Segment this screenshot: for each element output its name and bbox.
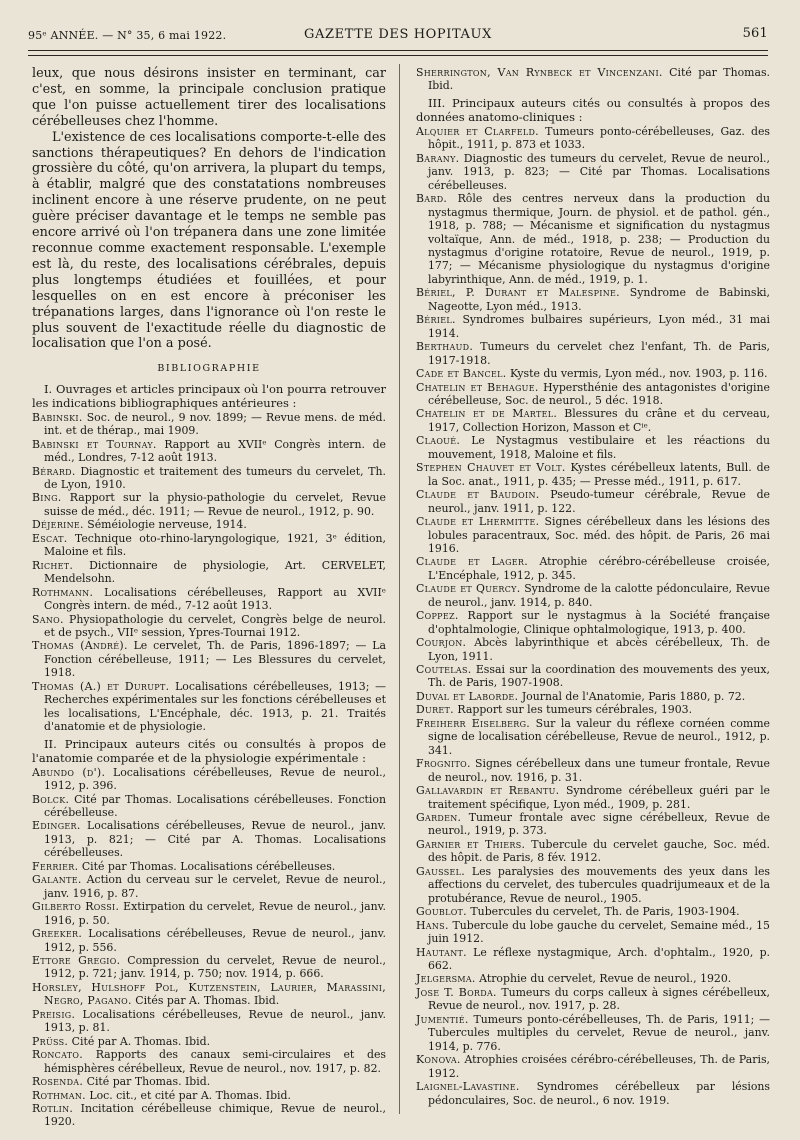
entry-text: Les paralysies des mouvements des yeux dans les affections du cervelet, des tubercules quadrijumeaux et de la protubérance, Revue de neurol., 1905. [428,864,771,905]
entry-text: Localisations cérébelleuses, Revue de neurol., janv. 1913, p. 81. [44,1007,386,1035]
bibliography-entry [416,488,770,515]
entry-text: Loc. cit., et cité par A. Thomas. Ibid. [89,1088,291,1102]
entry-text: Sur la valeur du réflexe cornéen comme signe de localisation cérébelleuse, Revue de neurol., 1912, p. 341. [428,716,770,757]
entry-text: Séméiologie nerveuse, 1914. [87,518,247,532]
entry-author: Claude et Quercy. [416,582,521,596]
bibliography-entry [416,340,770,367]
bibliography-entry [416,703,770,716]
entry-author: Konova. [416,1053,461,1067]
entry-author: Galante. [32,873,82,887]
header-rule-top [28,50,768,51]
bibliography-entry [32,1075,386,1088]
bibliography-entry [416,1080,770,1107]
entry-author: Preisig. [32,1007,76,1021]
right-top-entries [416,66,770,93]
entry-text: Extirpation du cervelet, Revue de neurol., janv. 1916, p. 50. [44,900,386,927]
bibliography-section-heading: III. Principaux auteurs cités ou consultés à propos des données anatomo-cliniques : [416,95,770,124]
bibliography-entry [416,66,770,93]
bibliography-entry [416,582,770,609]
page-header [28,22,768,48]
entry-author: Gaussel. [416,864,466,878]
bibliography-entry [32,900,386,927]
bibliography-title: BIBLIOGRAPHIE [157,363,261,375]
entry-author: Hans. [416,918,449,932]
left-bibliography [32,382,386,1129]
entry-author: Sherrington, Van Rynbeck et Vincenzani. [416,66,663,79]
bibliography-entry [32,1048,386,1075]
bibliography-entry [416,946,770,973]
entry-author: Garden. [416,811,462,825]
entry-text: Technique oto-rhino-laryngologique, 1921, 3ᵉ édition, Maloine et fils. [44,531,386,559]
entry-author: Claude et Baudoin. [416,488,540,502]
entry-text: Incitation cérébelleuse chimique, Revue de neurol., 1920. [44,1101,386,1129]
bibliography-entry [416,663,770,690]
entry-author: Richet. [32,558,74,572]
entry-author: Frognito. [416,757,471,771]
entry-author: Duval et Laborde. [416,689,519,703]
bibliography-entry [32,613,386,640]
bibliography-entry [416,381,770,408]
entry-text: Syndrome de Babinski, Nageotte, Lyon méd., 1913. [428,286,771,313]
entry-text: Tubercules du cervelet, Th. de Paris, 1903-1904. [470,905,740,919]
bibliography-entry [32,532,386,559]
entry-author: Berthaud. [416,340,474,354]
issue-info: 95ᵉ ANNÉE. — N° 35, 6 mai 1922. [28,29,227,42]
entry-author: Coppez. [416,609,459,623]
entry-author: Thomas (A.) et Durupt. [32,679,170,693]
entry-text: Compression du cervelet, Revue de neurol., 1912, p. 721; janv. 1914, p. 750; nov. 1914, p. 666. [44,953,386,981]
bibliography-entry [416,811,770,838]
bibliography-entry [416,609,770,636]
entry-author: Bérard. [32,464,76,478]
page-number: 561 [742,26,768,41]
bibliography-entry [416,757,770,784]
entry-author: Roncato. [32,1048,83,1062]
bibliography-section-heading: I. Ouvrages et articles principaux où l'on pourra retrouver les indications bibliographiques antérieures : [32,381,386,410]
bibliography-entry [32,586,386,613]
bibliography-entry [32,438,386,465]
entry-text: Atrophie cérébro-cérébelleuse croisée, L'Encéphale, 1912, p. 345. [428,555,770,582]
entry-author: Sano. [32,612,64,626]
entry-text: Signes cérébelleux dans les lésions des lobules paracentraux, Soc. méd. des hôpit. de Paris, 26 mai 1916. [428,515,770,555]
entry-author: Gilberto Rossi. [32,900,120,914]
entry-author: Ettore Gregio. [32,953,121,967]
bibliography-entry [32,680,386,734]
entry-author: Stephen Chauvet et Volt. [416,461,566,475]
entry-text: Rapports des canaux semi-circulaires et des hémisphères cérébelleux, Revue de neurol., nov. 1917, p. 82. [44,1048,386,1075]
entry-text: Blessures du crâne et du cerveau, 1917, Collection Horizon, Masson et Cⁱᵉ. [428,407,771,434]
entry-text: Rapport sur le nystagmus à la Société française d'ophtalmologie, Clinique ophtalmologique, 1913, p. 400. [428,609,770,636]
entry-author: Bériel. [416,313,456,327]
bibliography-entry [416,1053,770,1080]
entry-text: Pseudo-tumeur cérébrale, Revue de neurol., janv. 1911, p. 122. [428,488,770,515]
entry-author: Prüss. [32,1034,69,1048]
journal-title: GAZETTE DES HOPITAUX [304,27,492,42]
entry-author: Horsley, Hulshoff Pol, Kutzenstein, Laurier, Marassini, Negro, Pagano. [32,980,386,1008]
bibliography-entry [32,1008,386,1035]
entry-author: Jose T. Borda. [416,985,497,999]
bibliography-entry [32,491,386,518]
bibliography-entry [32,927,386,954]
bibliography-entry [32,766,386,793]
entry-text: Journal de l'Anatomie, Paris 1880, p. 72. [521,689,746,703]
entry-author: Cade et Bancel. [416,367,507,381]
entry-author: Jelgersma. [416,972,476,986]
bibliography-entry [416,434,770,461]
entry-text: Tumeurs du corps calleux à signes cérébelleux, Revue de neurol., nov. 1917, p. 28. [428,985,770,1013]
entry-author: Hautant. [416,945,467,959]
entry-text: Cité par A. Thomas. Ibid. [71,1034,211,1048]
entry-author: Coutelas. [416,663,472,677]
left-column [32,66,387,1129]
entry-author: Rothman. [32,1088,86,1102]
entry-author: Déjerine. [32,518,84,532]
entry-text: Cité par Thomas. Ibid. [428,66,771,93]
entry-text: Rapport au XVIIᵉ Congrès intern. de méd., Londres, 7-12 août 1913. [44,437,386,465]
bibliography-entry [416,515,770,555]
entry-text: Rapport sur les tumeurs cérébrales, 1903. [457,703,693,717]
entry-text: Localisations cérébelleuses, Rapport au XVIIᵉ Congrès intern. de méd., 7-12 août 1913. [44,585,387,613]
intro-paragraph-2: L'existence de ces localisations comporte-t-elle des sanctions thérapeutiques? En dehors de l'indication grossière du côté, qu'on arrivera, la plupart du temps, à établir, malgré que des constatations nombreuses inclinent encore à une réserve prudente, on ne peut guère préciser davantage et le temps ne semble pas encore arrivé où l'on trépanera dans une zone limitée reconnue comme exactement responsable. L'exemple est là, du reste, des localisations cérébrales, depuis plus longtemps étudiées et fouillées, et pour lesquelles on en est encore à préconiser les trépanations larges, dans l'ignorance où l'on reste le plus souvent de l'exactitude réelle du diagnostic de localisation que l'on a posé. [32,129,386,352]
entry-text: Tubercule du lobe gauche du cervelet, Semaine méd., 15 juin 1912. [428,918,770,946]
entry-author: Rotlin. [32,1101,74,1115]
entry-author: Freiherr Eiselberg. [416,716,531,730]
entry-text: Cité par Thomas. Ibid. [86,1075,211,1089]
entry-text: Le cervelet, Th. de Paris, 1896-1897; — La Fonction cérébelleuse, 1911; — Les Blessures du cervelet, 1918. [44,639,386,680]
entry-author: Claoué. [416,434,461,448]
bibliography-entry [416,717,770,757]
bibliography-entry [32,981,386,1008]
entry-author: Laignel-Lavastine. [416,1080,520,1094]
entry-text: Localisations cérébelleuses, 1913; — Recherches expérimentales sur les fonctions cérébelleuses et les localisations, L'Encéphale, déc. 1913, p. 21. Traités d'anatomie et de physiologie. [44,679,386,734]
bibliography-entry [416,125,770,152]
header-rule-bottom [28,55,768,56]
bibliography-entry [416,367,770,380]
entry-text: Rôle des centres nerveux dans la production du nystagmus thermique, Journ. de physiol. et de pathol. gén., 1918, p. 788; — Mécanisme et signification du nystagmus voltaïque, Ann. de méd., 1918, p. 238; — Production du nystagmus d'origine rotatoire, Revue de neurol., 1919, p. 177; — Mécanisme physiologique du nystagmus d'origine labyrinthique, Ann. de méd., 1919, p. 1. [428,192,770,286]
entry-text: Diagnostic des tumeurs du cervelet, Revue de neurol., janv. 1913, p. 823; — Cité par Thomas. Localisations cérébelleuses. [428,151,770,192]
bibliography-entry [32,639,386,679]
entry-text: Tumeurs ponto-cérébelleuses, Gaz. des hôpit., 1911, p. 873 et 1033. [428,124,770,152]
entry-text: Action du cerveau sur le cervelet, Revue de neurol., janv. 1916, p. 87. [44,873,386,900]
bibliography-entry [416,972,770,985]
bibliography-entry [416,784,770,811]
entry-text: Kystes cérébelleux latents, Bull. de la Soc. anat., 1911, p. 435; — Presse méd., 1911, p. 617. [428,461,770,488]
entry-author: Jumentié. [416,1012,469,1026]
entry-text: Syndrome cérébelleux guéri par le traitement spécifique, Lyon méd., 1909, p. 281. [428,784,770,811]
bibliography-entry [32,819,386,859]
entry-text: Syndrome de la calotte pédonculaire, Revue de neurol., janv. 1914, p. 840. [428,582,770,609]
bibliography-entry [32,873,386,900]
bibliography-entry [416,313,770,340]
entry-text: Hypersthénie des antagonistes d'origine cérébelleuse, Soc. de neurol., 5 déc. 1918. [428,380,770,407]
bibliography-entry [32,793,386,820]
entry-text: Dictionnaire de physiologie, Art. CERVELET, Mendelsohn. [44,558,386,586]
bibliography-entry [32,954,386,981]
entry-author: Bing. [32,491,62,505]
entry-text: Cités par A. Thomas. Ibid. [135,994,280,1008]
entry-author: Rothmann. [32,585,94,599]
right-bibliography [416,96,770,1107]
bibliography-entry [416,690,770,703]
bibliography-entry [32,518,386,531]
bibliography-entry [416,407,770,434]
bibliography-entry [32,1102,386,1129]
bibliography-entry [416,461,770,488]
entry-author: Garnier et Thiers. [416,837,526,851]
entry-author: Abundo (d'). [32,765,106,779]
entry-author: Alquier et Clarfeld. [416,124,539,138]
entry-author: Bériel, P. Durant et Malespine. [416,286,620,300]
entry-text: Atrophies croisées cérébro-cérébelleuses, Th. de Paris, 1912. [428,1053,771,1080]
bibliography-entry [416,905,770,918]
column-divider [399,64,400,1114]
entry-author: Chatelin et de Martel. [416,407,558,421]
bibliography-entry [416,865,770,905]
entry-author: Thomas (André). [32,639,128,653]
bibliography-entry [416,838,770,865]
entry-text: Tumeurs ponto-cérébelleuses, Th. de Paris, 1911; — Tubercules multiples du cervelet, Revue de neurol., janv. 1914, p. 776. [428,1012,770,1053]
entry-author: Edinger. [32,819,81,833]
bibliography-section-heading: II. Principaux auteurs cités ou consultés à propos de l'anatomie comparée et de la physiologie expérimentale : [32,736,386,765]
entry-text: Signes cérébelleux dans une tumeur frontale, Revue de neurol., nov. 1916, p. 31. [428,757,770,784]
entry-text: Atrophie du cervelet, Revue de neurol., 1920. [479,972,732,986]
bibliography-entry [416,636,770,663]
entry-author: Goublot. [416,905,467,919]
entry-author: Bolck. [32,792,70,806]
entry-author: Claude et Lager. [416,555,528,569]
entry-text: Localisations cérébelleuses, Revue de neurol., janv. 1912, p. 556. [44,927,386,954]
entry-text: Tumeur frontale avec signe cérébelleux, Revue de neurol., 1919, p. 373. [428,811,770,838]
entry-author: Claude et Lhermitte. [416,515,540,529]
entry-text: Cité par Thomas. Localisations cérébelleuses. Fonction cérébelleuse. [44,792,386,819]
entry-text: Localisations cérébelleuses, Revue de neurol., janv. 1913, p. 821; — Cité par A. Thomas. Localisations cérébelleuses. [44,819,387,860]
bibliography-entry [416,192,770,286]
entry-text: Tubercule du cervelet gauche, Soc. méd. des hôpit. de Paris, 8 fév. 1912. [428,837,770,865]
entry-author: Escat. [32,531,68,545]
entry-text: Le réflexe nystagmique, Arch. d'ophtalm., 1920, p. 662. [428,945,770,972]
entry-author: Courjon. [416,636,467,650]
intro-paragraph-1: leux, que nous désirons insister en terminant, car c'est, en somme, la principale conclusion pratique que l'on puisse actuellement tirer des localisations cérébelleuses chez l'homme. [32,66,386,129]
bibliography-entry [416,286,770,313]
entry-author: Babinski et Tournay. [32,437,157,451]
entry-author: Gallavardin et Rebantu. [416,784,560,798]
bibliography-entry [416,555,770,582]
entry-author: Babinski. [32,410,83,424]
entry-author: Greeker. [32,927,83,941]
bibliography-entry [416,986,770,1013]
bibliography-entry [32,860,386,873]
entry-author: Ferrier. [32,859,79,873]
entry-text: Abcès labyrinthique et abcès cérébelleux, Th. de Lyon, 1911. [428,636,770,663]
entry-text: Cité par Thomas. Localisations cérébelleuses. [81,859,336,873]
entry-text: Essai sur la coordination des mouvements des yeux, Th. de Paris, 1907-1908. [428,663,771,690]
bibliography-entry [32,559,386,586]
right-column [416,66,770,1116]
entry-author: Bard. [416,192,448,206]
entry-text: Tumeurs du cervelet chez l'enfant, Th. de Paris, 1917-1918. [428,340,770,367]
bibliography-entry [416,1013,770,1053]
article-conclusion [32,66,386,352]
entry-text: Le Nystagmus vestibulaire et les réactions du mouvement, 1918, Maloine et fils. [428,434,770,461]
entry-text: Localisations cérébelleuses, Revue de neurol., 1912, p. 396. [44,765,387,793]
entry-author: Duret. [416,703,454,717]
entry-author: Chatelin et Behague. [416,380,539,394]
bibliography-entry [32,1035,386,1048]
bibliography-entry [416,919,770,946]
entry-author: Rosenda. [32,1075,84,1089]
bibliography-entry [32,1089,386,1102]
entry-text: Syndromes bulbaires supérieurs, Lyon méd., 31 mai 1914. [428,313,770,340]
entry-text: Diagnostic et traitement des tumeurs du cervelet, Th. de Lyon, 1910. [44,464,386,492]
bibliography-entry [32,411,386,438]
entry-text: Syndromes cérébelleux par lésions pédonculaires, Soc. de neurol., 6 nov. 1919. [428,1080,770,1107]
entry-text: Rapport sur la physio-pathologie du cervelet, Revue suisse de méd., déc. 1911; — Revue de neurol., 1912, p. 90. [44,491,386,518]
entry-text: Physiopathologie du cervelet, Congrès belge de neurol. et de psych., VIIᵉ session, Ypres-Tournai 1912. [44,612,386,640]
bibliography-entry [416,152,770,192]
entry-author: Barany. [416,151,460,165]
entry-text: Kyste du vermis, Lyon méd., nov. 1903, p. 116. [509,367,768,381]
bibliography-entry [32,465,386,492]
entry-text: Soc. de neurol., 9 nov. 1899; — Revue mens. de méd. int. et de thérap., mai 1909. [44,410,386,438]
